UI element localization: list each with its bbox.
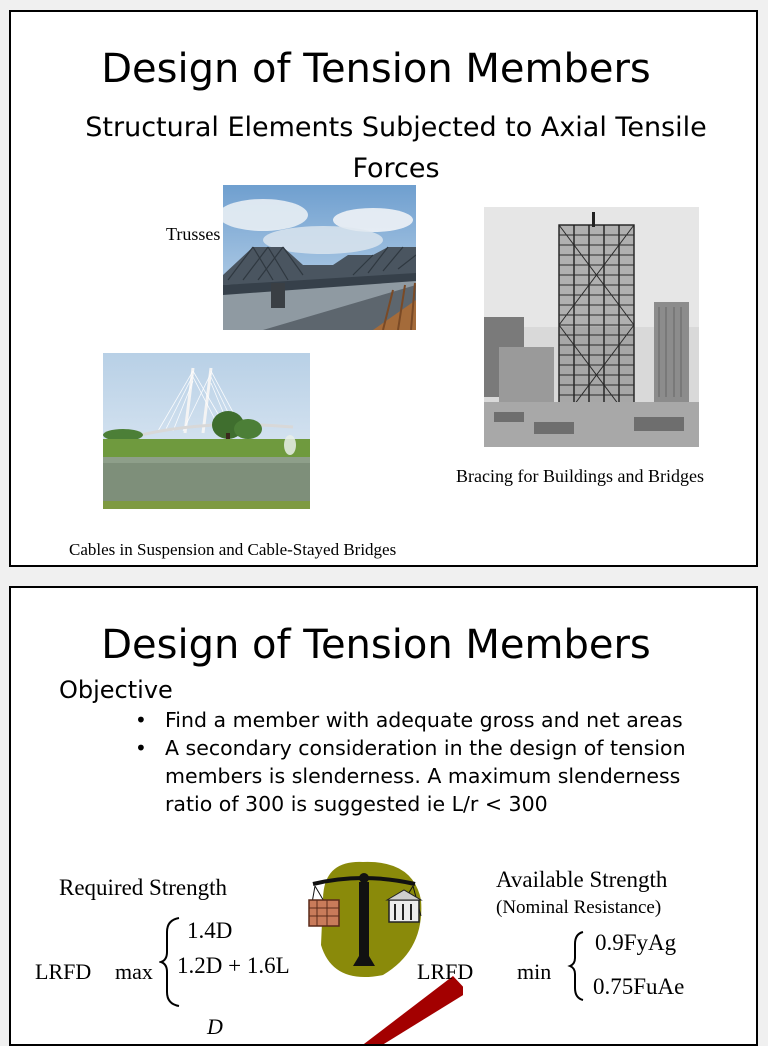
caption-bracing: Bracing for Buildings and Bridges [456,466,704,486]
formula-line-2: 1.2D + 1.6L [177,953,290,978]
required-strength-label: Required Strength [59,875,227,900]
building-bracing-photo [484,207,699,447]
slide-2 [9,586,758,1046]
formula-line-1: 1.4D [187,918,233,943]
cable-stayed-bridge-photo [103,353,310,509]
available-strength-label: Available Strength [496,867,668,892]
nominal-resistance-label: (Nominal Resistance) [496,897,662,918]
lrfd-left-label: LRFD [35,959,92,984]
slide-1 [9,10,758,567]
slide-1-title: Design of Tension Members [101,46,651,92]
balance-scale-icon [303,860,463,1046]
max-label: max [115,959,153,984]
formula-right-line-1: 0.9FyAg [595,930,677,955]
lrfd-right-label: LRFD [417,959,474,984]
caption-cables: Cables in Suspension and Cable-Stayed Bridges [69,540,397,559]
min-label: min [517,959,552,984]
truss-bridge-photo [223,185,416,330]
slide-1-subtitle: Structural Elements Subjected to Axial Tensile Forces [85,112,707,184]
caption-trusses: Trusses [166,224,221,244]
right-brace-icon [567,930,587,1002]
cutoff-symbol: D [207,1014,223,1039]
formula-right-line-2: 0.75FuAe [593,974,685,999]
objective-label: Objective [59,676,173,704]
slide-2-title: Design of Tension Members [101,622,651,668]
bullet-item: • Find a member with adequate gross and net areas [131,706,691,734]
bullet-item: • A secondary consideration in the design of tension members is slenderness. A maximum slenderness ratio of 300 is suggested ie L/r < 300 [131,734,691,818]
objective-bullets [131,706,691,818]
